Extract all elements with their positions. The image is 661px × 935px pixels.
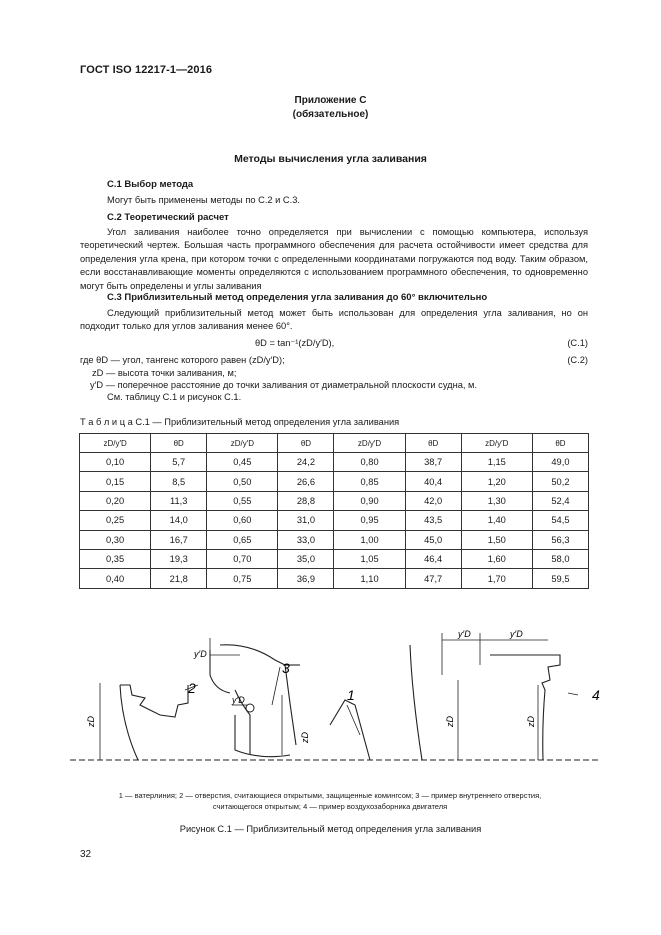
table-header-cell: zD/y′D	[207, 434, 278, 453]
label-1: 1	[347, 687, 355, 703]
table-cell: 0,50	[207, 472, 278, 491]
section-c3-body: Следующий приблизительный метод может быть использован для определения угла заливания, но он подходит только для углов заливания менее 60°.	[80, 308, 588, 332]
table-cell: 0,65	[207, 530, 278, 549]
table-cell: 52,4	[532, 491, 588, 510]
table-row	[80, 530, 589, 549]
legend-line-2: считающегося открытым; 4 — пример воздухозаборника двигателя	[212, 802, 448, 811]
label-yd-right-2: y′D	[510, 629, 523, 639]
table-cell: 58,0	[532, 549, 588, 568]
table-cell: 1,70	[461, 569, 532, 588]
section-c2-body: Угол заливания наиболее точно определяется при вычислении с помощью компьютера, используя теоретический чертеж. Большая часть программного обеспечения для расчета остойчивости имеет средства для определения угла крена, при котором точки с определенными координатами погружаются под воду. Таким образом, если восстанавливающие моменты определяются с использованием программного обеспечения, то одновременно могут быть определены и углы заливания	[80, 227, 588, 291]
table-row	[80, 569, 589, 588]
figure-legend	[90, 790, 570, 812]
label-yd-inner: y′D	[232, 695, 245, 705]
table-caption: Т а б л и ц а С.1 — Приблизительный метод определения угла заливания	[80, 417, 400, 427]
table-cell: 36,9	[278, 569, 334, 588]
appendix-status: (обязательное)	[292, 109, 369, 120]
table-cell: 0,10	[80, 453, 151, 472]
table-cell: 43,5	[405, 511, 461, 530]
label-zd-right-1: zD	[445, 716, 455, 727]
section-c3-heading: С.3 Приблизительный метод определения угла заливания до 60° включительно	[107, 292, 488, 303]
table-cell: 0,55	[207, 491, 278, 510]
table-cell: 0,85	[334, 472, 405, 491]
table-cell: 8,5	[151, 472, 207, 491]
figure-caption: Рисунок С.1 — Приблизительный метод определения угла заливания	[179, 824, 482, 834]
table-cell: 0,35	[80, 549, 151, 568]
table-cell: 31,0	[278, 511, 334, 530]
table-header-cell: θD	[405, 434, 461, 453]
table-row	[80, 511, 589, 530]
table-cell: 0,40	[80, 569, 151, 588]
label-yd-right-1: y′D	[458, 629, 471, 639]
table-cell: 49,0	[532, 453, 588, 472]
label-3: 3	[282, 660, 290, 676]
table-cell: 56,3	[532, 530, 588, 549]
table-cell: 38,7	[405, 453, 461, 472]
label-zd-left: zD	[86, 716, 96, 727]
table-cell: 1,10	[334, 569, 405, 588]
table-cell: 0,90	[334, 491, 405, 510]
formula-c1-number: (С.1)	[567, 338, 588, 348]
table-row	[80, 549, 589, 568]
section-c3-text	[80, 307, 588, 334]
table-cell: 26,6	[278, 472, 334, 491]
document-header: ГОСТ ISO 12217-1—2016	[80, 64, 213, 76]
section-c1-text: Могут быть применены методы по С.2 и С.3.	[107, 195, 300, 205]
table-header-cell: zD/y′D	[334, 434, 405, 453]
label-zd-right-2: zD	[526, 716, 536, 727]
label-4: 4	[592, 687, 600, 703]
coaming-left	[210, 650, 230, 693]
hull-right-side-2	[490, 655, 560, 760]
table-cell: 5,7	[151, 453, 207, 472]
hull-1-marker	[330, 700, 370, 760]
section-c2-text	[80, 226, 588, 293]
section-c1-heading: С.1 Выбор метода	[107, 179, 194, 190]
table-cell: 54,5	[532, 511, 588, 530]
table-cell: 0,95	[334, 511, 405, 530]
table-cell: 1,20	[461, 472, 532, 491]
table-cell: 50,2	[532, 472, 588, 491]
table-header-cell: zD/y′D	[80, 434, 151, 453]
label-zd-mid: zD	[300, 732, 310, 743]
table-cell: 14,0	[151, 511, 207, 530]
table-cell: 47,7	[405, 569, 461, 588]
figure-c1	[60, 605, 620, 785]
table-cell: 35,0	[278, 549, 334, 568]
table-cell: 1,50	[461, 530, 532, 549]
table-cell: 45,0	[405, 530, 461, 549]
table-cell: 11,3	[151, 491, 207, 510]
table-cell: 0,45	[207, 453, 278, 472]
table-cell: 21,8	[151, 569, 207, 588]
table-cell: 19,3	[151, 549, 207, 568]
table-cell: 28,8	[278, 491, 334, 510]
table-cell: 0,25	[80, 511, 151, 530]
formula-c1: θD = tan⁻¹(zD/y′D),	[255, 338, 335, 348]
table-cell: 0,60	[207, 511, 278, 530]
table-cell: 1,15	[461, 453, 532, 472]
table-cell: 59,5	[532, 569, 588, 588]
table-header-cell: θD	[532, 434, 588, 453]
page-title: Методы вычисления угла заливания	[234, 153, 427, 165]
table-cell: 16,7	[151, 530, 207, 549]
table-row	[80, 491, 589, 510]
table-cell: 46,4	[405, 549, 461, 568]
table-cell: 0,15	[80, 472, 151, 491]
table-cell: 1,60	[461, 549, 532, 568]
table-cell: 1,30	[461, 491, 532, 510]
table-cell: 42,0	[405, 491, 461, 510]
where-line: где θD — угол, тангенс которого равен (zD/y′D);	[80, 355, 285, 365]
table-header-cell: θD	[151, 434, 207, 453]
table-cell: 0,30	[80, 530, 151, 549]
section-c2-heading: С.2 Теоретический расчет	[107, 212, 229, 223]
table-cell: 1,05	[334, 549, 405, 568]
table-cell: 33,0	[278, 530, 334, 549]
table-header-cell: θD	[278, 434, 334, 453]
hull-right-side-1	[410, 645, 422, 760]
legend-line-1: 1 — ватерлиния; 2 — отверстия, считающиеся открытыми, защищенные комингсом; 3 — пример внутреннего отверстия,	[118, 791, 542, 800]
table-cell: 1,40	[461, 511, 532, 530]
label-yd-left: y′D	[194, 649, 207, 659]
appendix-name: Приложение С	[294, 95, 367, 106]
table-cell: 24,2	[278, 453, 334, 472]
hull-mid-side	[285, 665, 296, 745]
yd-definition: y′D — поперечное расстояние до точки заливания от диаметральной плоскости судна, м.	[90, 380, 478, 390]
zd-definition: zD — высота точки заливания, м;	[92, 368, 237, 378]
table-cell: 0,70	[207, 549, 278, 568]
table-row	[80, 453, 589, 472]
table-header-cell: zD/y′D	[461, 434, 532, 453]
table-cell: 40,4	[405, 472, 461, 491]
table-cell: 0,20	[80, 491, 151, 510]
hull-left-deck	[120, 685, 188, 717]
inner-opening-marker	[246, 704, 254, 712]
table-cell: 1,00	[334, 530, 405, 549]
label-2: 2	[188, 680, 196, 696]
data-table	[79, 433, 589, 589]
page-number: 32	[80, 849, 92, 860]
formula-c2-number: (С.2)	[567, 355, 588, 365]
table-cell: 0,80	[334, 453, 405, 472]
appendix-heading	[0, 94, 661, 122]
table-row	[80, 472, 589, 491]
see-reference: См. таблицу С.1 и рисунок С.1.	[107, 392, 242, 402]
table-cell: 0,75	[207, 569, 278, 588]
